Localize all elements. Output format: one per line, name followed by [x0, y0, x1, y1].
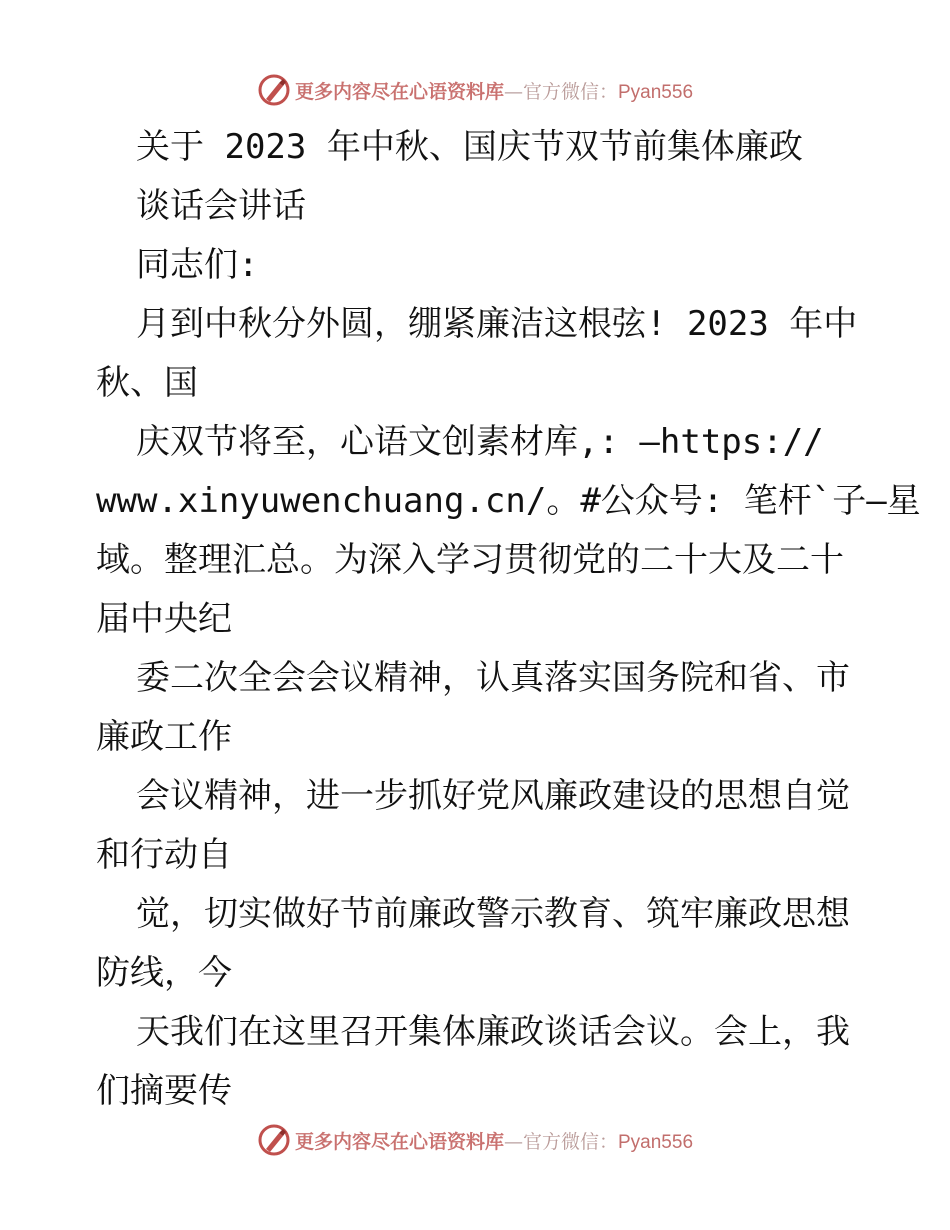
salutation: 同志们: [136, 245, 259, 285]
watermark-wechat-label: 官方微信： [522, 1130, 618, 1153]
paragraph-line: 廉政工作 [96, 717, 232, 757]
paragraph-line: 觉，切实做好节前廉政警示教育、筑牢廉政思想 [136, 894, 850, 934]
watermark-wechat-label: 官方微信： [522, 80, 618, 103]
paragraph-line: www.xinyuwenchuang.cn/。#公众号: 笔杆`子—星 [96, 481, 921, 521]
paragraph-line: 会议精神，进一步抓好党风廉政建设的思想自觉 [136, 776, 850, 816]
paragraph-line: 防线，今 [96, 953, 232, 993]
watermark-main-text: 更多内容尽在心语资料库 [294, 80, 504, 103]
watermark-main-text: 更多内容尽在心语资料库 [294, 1130, 504, 1153]
title-line-2: 谈话会讲话 [136, 186, 306, 226]
paragraph-line: 天我们在这里召开集体廉政谈话会议。会上，我 [136, 1012, 850, 1052]
watermark-wechat-id: Pyan556 [618, 81, 694, 103]
pen-logo-icon [257, 73, 291, 107]
watermark-wechat-id: Pyan556 [618, 1131, 694, 1153]
paragraph-line: 秋、国 [96, 363, 198, 403]
pen-logo-icon [257, 1123, 291, 1157]
paragraph-line: 庆双节将至，心语文创素材库,: —https:// [136, 422, 824, 462]
watermark-dash: — [503, 80, 523, 103]
paragraph-line: 届中央纪 [96, 599, 232, 639]
watermark-text [295, 77, 693, 104]
paragraph-line: 域。整理汇总。为深入学习贯彻党的二十大及二十 [96, 540, 844, 580]
title-line-1: 关于 2023 年中秋、国庆节双节前集体廉政 [136, 127, 803, 167]
paragraph-line: 们摘要传 [96, 1071, 232, 1111]
paragraph-line: 月到中秋分外圆，绷紧廉洁这根弦! 2023 年中 [136, 304, 858, 344]
paragraph-line: 和行动自 [96, 835, 232, 875]
header-watermark-banner [0, 68, 950, 112]
document-body [96, 118, 921, 1121]
watermark-text [295, 1127, 693, 1154]
footer-watermark-banner [0, 1118, 950, 1162]
watermark-dash: — [503, 1130, 523, 1153]
paragraph-line: 委二次全会会议精神，认真落实国务院和省、市 [136, 658, 850, 698]
